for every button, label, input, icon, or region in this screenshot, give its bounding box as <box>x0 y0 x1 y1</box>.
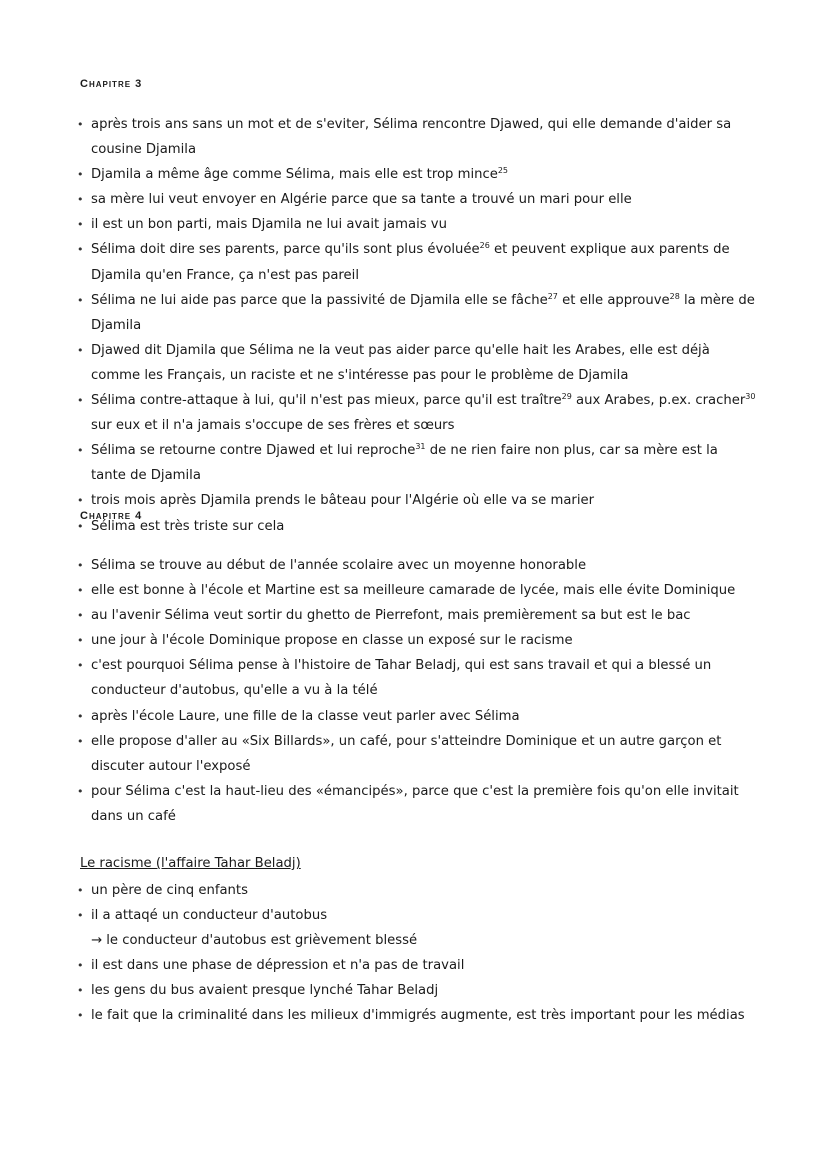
item-text: après trois ans sans un mot et de s'eviter, Sélima rencontre Djawed, qui elle demande d'aider sa cousine Djamila <box>91 117 732 158</box>
list-item <box>76 237 756 287</box>
chapter-3-list <box>76 112 756 539</box>
item-text: elle propose d'aller au «Six Billards», un café, pour s'atteindre Dominique et un autre garçon et discuter autour l'exposé <box>91 733 722 774</box>
footnote-ref: 27 <box>547 291 558 301</box>
list-item <box>76 488 756 513</box>
chapter-4-heading: Chapitre 4 <box>80 510 143 522</box>
item-text: aux Arabes, p.ex. cracher <box>571 393 746 409</box>
list-item <box>76 338 756 388</box>
item-text: il est un bon parti, mais Djamila ne lui avait jamais vu <box>91 217 447 233</box>
item-text: c'est pourquoi Sélima pense à l'histoire de Tahar Beladj, qui est sans travail et qui a blessé un conducteur d'autobus, qu'elle a vu à la télé <box>91 658 712 699</box>
footnote-ref: 31 <box>415 442 426 452</box>
list-item <box>76 704 756 729</box>
item-text: et peuvent explique aux parents de Djamila qu'en France, ça n'est pas pareil <box>91 242 730 283</box>
list-item <box>76 729 756 779</box>
list-item <box>76 903 756 928</box>
item-text: pour Sélima c'est la haut-lieu des «émancipés», parce que c'est la première fois qu'on elle invitait dans un café <box>91 783 739 824</box>
item-text: de ne rien faire non plus, car sa mère est la tante de Djamila <box>91 443 718 484</box>
list-item <box>76 953 756 978</box>
sub-item <box>76 928 756 953</box>
list-item <box>76 212 756 237</box>
item-text: et elle approuve <box>557 292 670 308</box>
item-text: un père de cinq enfants <box>91 883 248 898</box>
racisme-heading: Le racisme (l'affaire Tahar Beladj) <box>80 856 301 871</box>
list-item <box>76 288 756 338</box>
footnote-ref: 28 <box>669 291 680 301</box>
item-text: Sélima est très triste sur cela <box>91 518 285 534</box>
item-text: les gens du bus avaient presque lynché Tahar Beladj <box>91 983 439 999</box>
item-text: sa mère lui veut envoyer en Algérie parce que sa tante a trouvé un mari pour elle <box>91 192 632 208</box>
item-text: après l'école Laure, une fille de la classe veut parler avec Sélima <box>91 708 520 724</box>
list-item <box>76 514 756 539</box>
item-text: Djawed dit Djamila que Sélima ne la veut pas aider parce qu'elle hait les Arabes, elle est déjà comme les Français, un raciste et ne s'intéresse pas pour le problème de Djamila <box>91 342 710 383</box>
item-text: il est dans une phase de dépression et n'a pas de travail <box>91 958 465 974</box>
item-text: Sélima doit dire ses parents, parce qu'ils sont plus évoluée <box>91 242 480 258</box>
list-item <box>76 1003 756 1028</box>
list-item <box>76 628 756 653</box>
list-item <box>76 603 756 628</box>
item-text: la mère de Djamila <box>91 292 755 333</box>
item-text: Sélima ne lui aide pas parce que la passivité de Djamila elle se fâche <box>91 292 548 308</box>
list-item <box>76 978 756 1003</box>
item-text: il a attaqé un conducteur d'autobus <box>91 908 328 924</box>
list-item <box>76 779 756 829</box>
item-text: trois mois après Djamila prends le bâteau pour l'Algérie où elle va se marier <box>91 493 595 509</box>
footnote-ref: 25 <box>497 166 509 176</box>
chapter-4-list <box>76 553 756 829</box>
chapter-3-heading: Chapitre 3 <box>80 78 143 90</box>
list-item <box>76 112 756 162</box>
list-item <box>76 187 756 212</box>
list-item <box>76 653 756 703</box>
item-text: → le conducteur d'autobus est grièvement blessé <box>91 933 418 949</box>
item-text: Sélima contre-attaque à lui, qu'il n'est pas mieux, parce qu'il est traître <box>91 393 562 409</box>
item-text: une jour à l'école Dominique propose en classe un exposé sur le racisme <box>91 633 573 649</box>
list-item <box>76 878 756 903</box>
list-item <box>76 162 756 187</box>
footnote-ref: 29 <box>561 392 572 402</box>
list-item <box>76 578 756 603</box>
item-text: le fait que la criminalité dans les milieux d'immigrés augmente, est très important pour les médias <box>91 1008 745 1024</box>
item-text: au l'avenir Sélima veut sortir du ghetto de Pierrefont, mais premièrement sa but est le bac <box>91 608 691 624</box>
footnote-ref: 26 <box>479 241 490 251</box>
item-text: elle est bonne à l'école et Martine est sa meilleure camarade de lycée, mais elle évite Dominique <box>91 583 736 599</box>
footnote-ref: 30 <box>745 392 756 402</box>
item-text: Sélima se trouve au début de l'année scolaire avec un moyenne honorable <box>91 558 587 573</box>
list-item <box>76 388 756 438</box>
list-item <box>76 553 756 578</box>
racisme-list <box>76 878 756 1029</box>
list-item <box>76 438 756 488</box>
item-text: Djamila a même âge comme Sélima, mais elle est trop mince <box>91 167 498 183</box>
item-text: Sélima se retourne contre Djawed et lui reproche <box>91 443 416 459</box>
item-text: sur eux et il n'a jamais s'occupe de ses frères et sœurs <box>91 418 455 434</box>
